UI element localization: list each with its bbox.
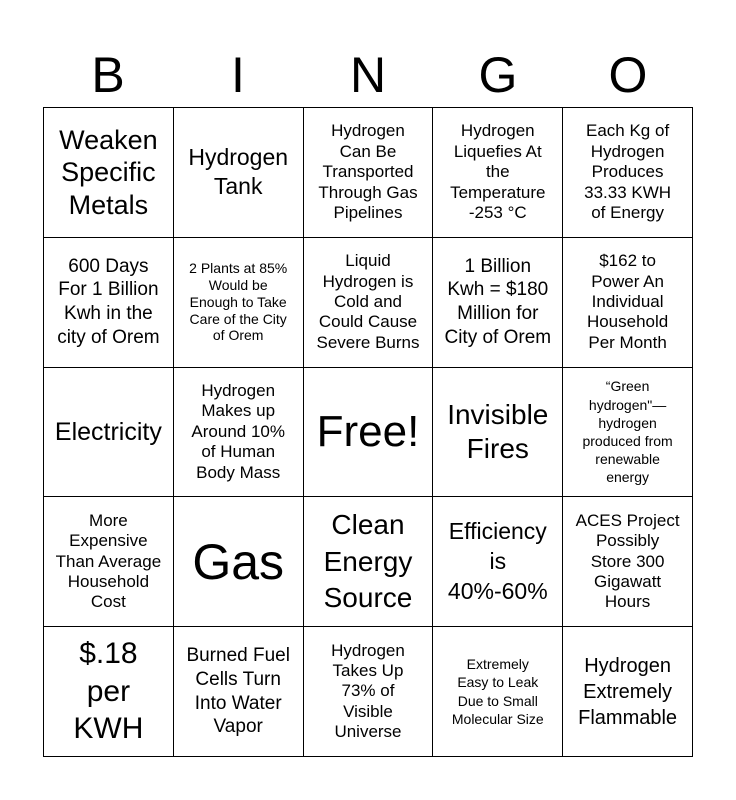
cell-text: 1 Billion Kwh = $180 Million for City of Orem xyxy=(444,255,552,348)
header-letter-n: N xyxy=(349,47,387,103)
bingo-cell[interactable] xyxy=(304,497,434,627)
bingo-cell[interactable] xyxy=(563,108,693,238)
bingo-cell[interactable] xyxy=(44,627,174,757)
cell-text: Gas xyxy=(192,533,285,590)
header-letter-g: G xyxy=(478,47,518,103)
header-letter-i: I xyxy=(231,47,245,103)
bingo-header xyxy=(43,42,693,108)
bingo-cell[interactable] xyxy=(44,368,174,498)
bingo-cell[interactable] xyxy=(304,108,434,238)
cell-text: “Green hydrogen"— hydrogen produced from renewable energy xyxy=(582,378,673,486)
cell-text: Hydrogen Can Be Transported Through Gas Pipelines xyxy=(318,121,418,222)
bingo-cell[interactable] xyxy=(174,108,304,238)
cell-text: 600 Days For 1 Billion Kwh in the city of Orem xyxy=(57,255,160,348)
cell-text: Hydrogen Liquefies At the Temperature -253 °C xyxy=(450,121,546,222)
bingo-cell[interactable] xyxy=(563,368,693,498)
cell-text: More Expensive Than Average Household Cost xyxy=(55,510,162,612)
cell-text: Hydrogen Tank xyxy=(188,143,289,200)
bingo-cell[interactable] xyxy=(563,497,693,627)
cell-text: Invisible Fires xyxy=(447,399,549,464)
bingo-cell[interactable] xyxy=(44,238,174,368)
bingo-cell[interactable] xyxy=(433,497,563,627)
bingo-cell[interactable] xyxy=(563,627,693,757)
bingo-cell[interactable] xyxy=(44,497,174,627)
bingo-cell[interactable] xyxy=(433,368,563,498)
bingo-grid xyxy=(43,107,693,757)
cell-text: Hydrogen Makes up Around 10% of Human Body Mass xyxy=(191,381,285,482)
cell-text: Weaken Specific Metals xyxy=(59,124,158,220)
cell-text: $162 to Power An Individual Household Per Month xyxy=(586,251,669,352)
cell-text: $.18 per KWH xyxy=(73,637,144,746)
bingo-cell[interactable] xyxy=(433,238,563,368)
bingo-cell[interactable] xyxy=(304,238,434,368)
bingo-cell[interactable] xyxy=(174,497,304,627)
bingo-cell[interactable] xyxy=(304,627,434,757)
cell-text: Hydrogen Takes Up 73% of Visible Universe xyxy=(331,640,405,742)
bingo-cell[interactable] xyxy=(433,627,563,757)
cell-text: ACES Project Possibly Store 300 Gigawatt Hours xyxy=(575,510,680,612)
free-space-cell[interactable] xyxy=(304,368,434,498)
cell-text: Each Kg of Hydrogen Produces 33.33 KWH of Energy xyxy=(584,121,672,222)
free-space-text: Free! xyxy=(316,406,420,456)
header-letter-o: O xyxy=(608,47,648,103)
cell-text: Burned Fuel Cells Turn Into Water Vapor xyxy=(186,645,290,738)
cell-text: Hydrogen Extremely Flammable xyxy=(578,654,678,729)
cell-text: 2 Plants at 85% Would be Enough to Take Care of the City of Orem xyxy=(189,260,288,344)
bingo-cell[interactable] xyxy=(433,108,563,238)
bingo-cell[interactable] xyxy=(44,108,174,238)
bingo-cell[interactable] xyxy=(174,238,304,368)
cell-text: Clean Energy Source xyxy=(323,509,413,613)
header-letter-b: B xyxy=(91,47,125,103)
bingo-cell[interactable] xyxy=(563,238,693,368)
cell-text: Efficiency is 40%-60% xyxy=(447,517,548,604)
bingo-cell[interactable] xyxy=(174,368,304,498)
cell-text: Electricity xyxy=(54,417,162,446)
cell-text: Liquid Hydrogen is Cold and Could Cause Severe Burns xyxy=(316,251,420,352)
bingo-cell[interactable] xyxy=(174,627,304,757)
cell-text: Extremely Easy to Leak Due to Small Molecular Size xyxy=(451,656,544,727)
